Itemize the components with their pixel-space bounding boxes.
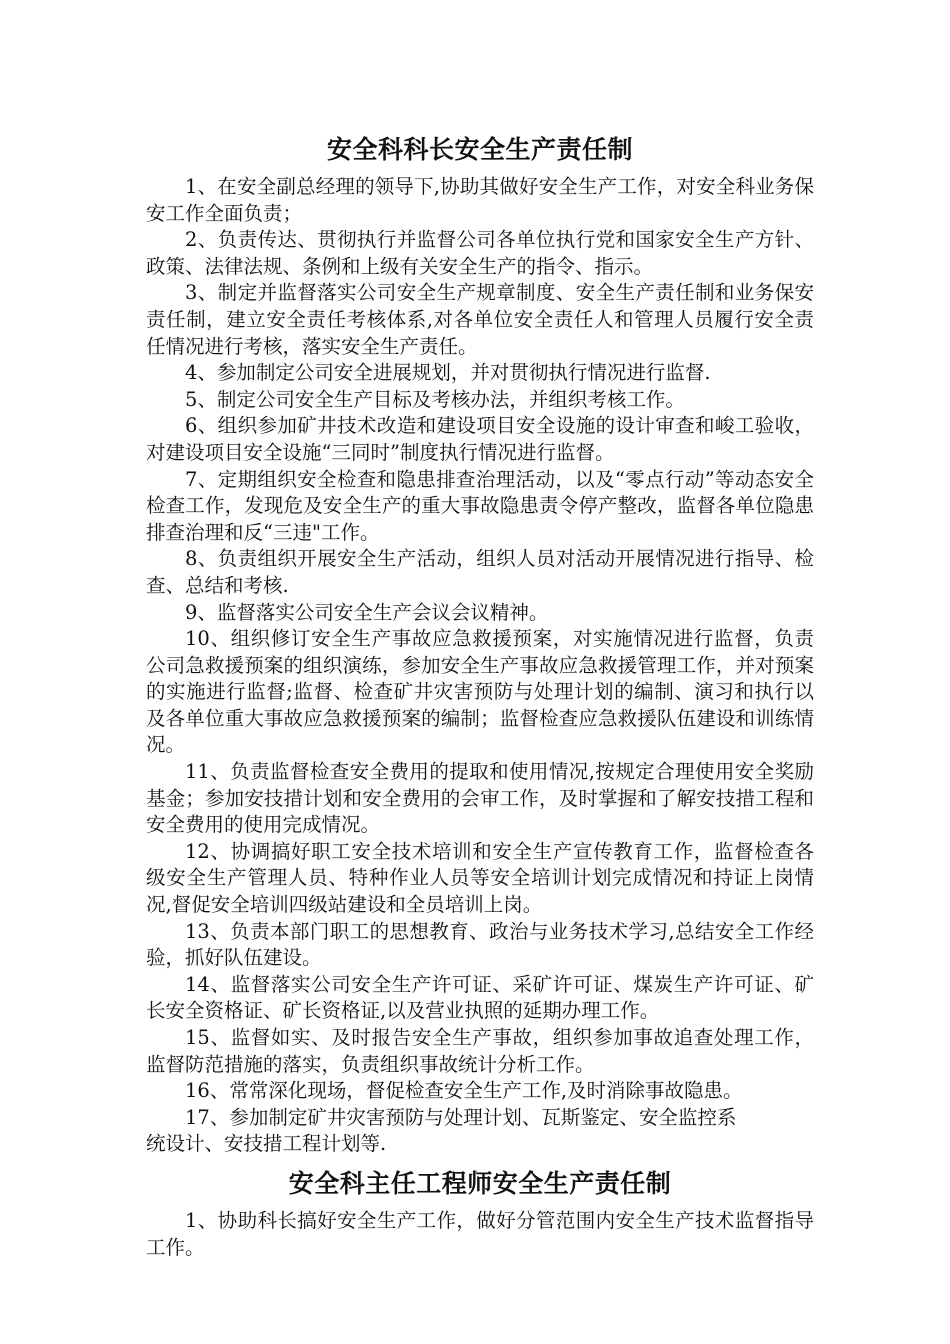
duty-item-2: 2、负责传达、贯彻执行并监督公司各单位执行党和国家安全生产方针、政策、法律法规、条例和上级有关安全生产的指令、指示。	[146, 228, 814, 278]
duty-item-15: 15、监督如实、及时报告安全生产事故，组织参加事故追查处理工作，监督防范措施的落实，负责组织事故统计分析工作。	[146, 1026, 814, 1076]
duty-item-17-continuation: 统设计、安技措工程计划等.	[146, 1132, 387, 1156]
duty-item-11: 11、负责监督检查安全费用的提取和使用情况,按规定合理使用安全奖励基金；参加安技措计划和安全费用的会审工作，及时掌握和了解安技措工程和安全费用的使用完成情况。	[146, 760, 814, 837]
duty-item-13: 13、负责本部门职工的思想教育、政治与业务技术学习,总结安全工作经验，抓好队伍建设。	[146, 919, 814, 970]
duty-item-12: 12、协调搞好职工安全技术培训和安全生产宣传教育工作，监督检查各级安全生产管理人员、特种作业人员等安全培训计划完成情况和持证上岗情况,督促安全培训四级站建设和全员培训上岗。	[146, 839, 814, 917]
duty-item-7: 7、定期组织安全检查和隐患排查治理活动，以及“零点行动”等动态安全检查工作，发现危及安全生产的重大事故隐患责令停产整改，监督各单位隐患排查治理和反“三违"工作。	[146, 467, 814, 544]
duty-item-14: 14、监督落实公司安全生产许可证、采矿许可证、煤炭生产许可证、矿长安全资格证、矿长资格证,以及营业执照的延期办理工作。	[146, 972, 814, 1023]
duty-item-10: 10、组织修订安全生产事故应急救援预案，对实施情况进行监督，负责公司急救援预案的组织演练，参加安全生产事故应急救援管理工作，并对预案的实施进行监督;监督、检查矿井灾害预防与处理计划的编制、演习和执行以及各单位重大事故应急救援预案的编制；监督检查应急救援队伍建设和训练情况。	[146, 627, 814, 757]
duty-item-4: 4、参加制定公司安全进展规划，并对贯彻执行情况进行监督.	[185, 361, 711, 385]
engineer-duty-item-1: 1、协助科长搞好安全生产工作，做好分管范围内安全生产技术监督指导工作。	[146, 1208, 814, 1259]
duty-item-6: 6、组织参加矿井技术改造和建设项目安全设施的设计审查和峻工验收，对建设项目安全设施“三同时”制度执行情况进行监督。	[146, 414, 814, 464]
duty-item-17: 17、参加制定矿井灾害预防与处理计划、瓦斯鉴定、安全监控系	[185, 1105, 737, 1129]
duty-item-8: 8、负责组织开展安全生产活动，组织人员对活动开展情况进行指导、检查、总结和考核.	[146, 547, 814, 597]
duty-item-9: 9、监督落实公司安全生产会议会议精神。	[185, 600, 549, 624]
section-body-chief-engineer	[146, 1208, 814, 1261]
section-title-chief-engineer: 安全科主任工程师安全生产责任制	[288, 1168, 672, 1198]
section-body-chief	[146, 174, 814, 1158]
duty-item-3: 3、制定并监督落实公司安全生产规章制度、安全生产责任制和业务保安责任制，建立安全责任考核体系,对各单位安全责任人和管理人员履行安全责任情况进行考核，落实安全生产责任。	[146, 281, 814, 358]
document-content	[146, 132, 814, 1261]
duty-item-5: 5、制定公司安全生产目标及考核办法，并组织考核工作。	[185, 387, 685, 411]
section-title-chief: 安全科科长安全生产责任制	[326, 135, 633, 164]
duty-item-1: 1、在安全副总经理的领导下,协助其做好安全生产工作，对安全科业务保安工作全面负责；	[146, 175, 814, 225]
duty-item-16: 16、常常深化现场，督促检查安全生产工作,及时消除事故隐患。	[185, 1079, 743, 1103]
